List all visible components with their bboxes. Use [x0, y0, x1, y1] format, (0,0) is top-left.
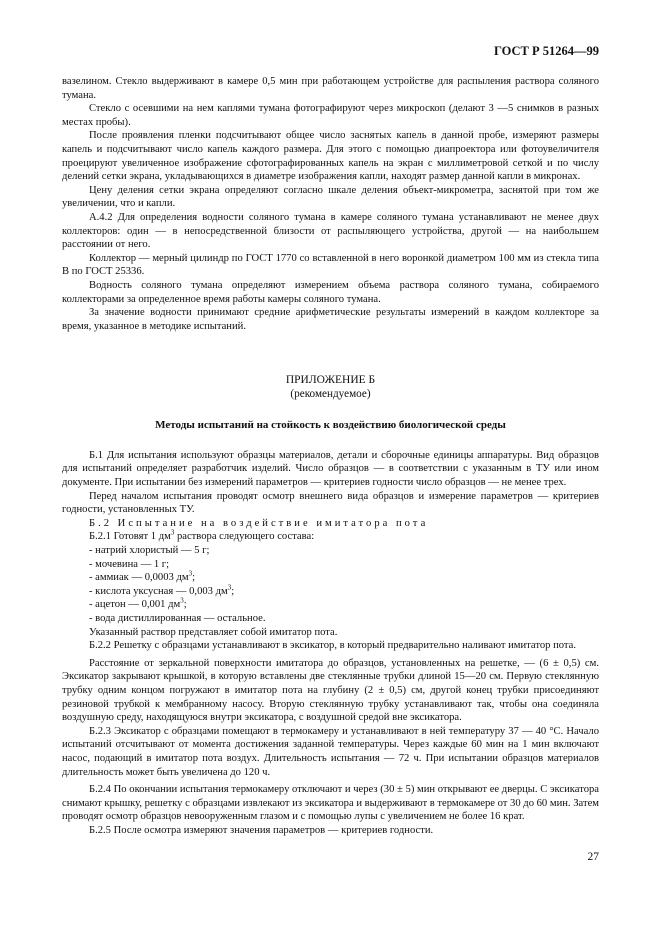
page-number: 27 — [587, 851, 599, 863]
appendix-title: ПРИЛОЖЕНИЕ Б — [285, 374, 376, 387]
paragraph: Б.2.5 После осмотра измеряют значения параметров — критериев годности. — [89, 824, 434, 836]
list-item: - кислота уксусная — 0,003 $дм^3$; — [89, 583, 235, 597]
paragraph: Б.2.4 По окончании испытания термокамеру отключают и через (30 ± 5) мин открывают ее дверцы. С эксикатора снимают крышку, решетку с образцами извлекают из эксикатора и выдерживают в термокамере от 30 до 60 мин. Затем проводят осмотр образцов невооруженным глазом и с помощью лупы с увеличением не более 16 крат. — [62, 784, 599, 823]
document-code: ГОСТ Р 51264—99 — [493, 44, 599, 58]
subsection-heading: Б.2 Испытание на воздействие имитатора пота — [89, 517, 429, 529]
recipe-list — [62, 544, 599, 626]
paragraph: Б.2.3 Эксикатор с образцами помещают в термокамеру и устанавливают в ней температуру 37 — 40 °С. Начало испытаний отсчитывают от момента достижения заданной температуры. Через каждые 60 мин на 1 мин включают насос, подающий в имитатор пота воздух. Длительность испытания — 72 ч. При испытании образцов материалов длительность может быть увеличена до 120 ч. — [62, 725, 599, 778]
paragraph: Стекло с осевшими на нем каплями тумана фотографируют через микроскоп (делают 3 —5 снимков в разных местах пробы). — [62, 103, 599, 128]
section-heading: Методы испытаний на стойкость к воздействию биологической среды — [155, 419, 506, 432]
list-item: - вода дистиллированная — остальное. — [89, 613, 266, 624]
list-item: - аммиак — 0,0003 $дм^3$; — [89, 569, 196, 584]
paragraph: Перед началом испытания проводят осмотр внешнего вида образцов и измерение параметров — критериев годности, установленных ТУ. — [62, 490, 599, 516]
paragraph: За значение водности принимают средние арифметические результаты измерений в каждом коллекторе за время, указанное в методике испытаний. — [62, 307, 599, 332]
list-item: - мочевина — 1 г; — [89, 558, 170, 570]
page-body — [62, 75, 599, 838]
paragraph: Водность соляного тумана определяют измерением объема раствора соляного тумана, собираемого коллекторами за определенное время работы камеры соляного тумана. — [62, 279, 599, 305]
paragraph: А.4.2 Для определения водности соляного тумана в камере соляного тумана устанавливают не менее двух коллекторов: один — в непосредственной близости от распыляющего устройства, другой — на наибольшем расстоянии от него. — [62, 211, 599, 251]
paragraph: Б.2.2 Решетку с образцами устанавливают в эксикатор, в который предварительно наливают имитатор пота. — [89, 640, 577, 652]
paragraph: Коллектор — мерный цилиндр по ГОСТ 1770 со вставленной в него воронкой диаметром 100 мм из стекла типа В по ГОСТ 25336. — [62, 252, 599, 278]
list-item: - ацетон — 0,001 $дм^3$; — [89, 596, 187, 611]
appendix-header — [62, 373, 599, 401]
paragraph: После проявления пленки подсчитывают общее число заснятых капель в данной пробе, измеряют размеры капель и подсчитывают число капель каждого размера. Для этого с помощью диапроектора или фотоувеличителя проецируют увеличенное изображение сфотографированных капель на экран с миллиметровой сеткой и по числу делений сетки экрана, укладывающихся в диаметре изображения капли, находят размер данной капли в микронах. — [62, 130, 599, 183]
list-item: - натрий хлористый — 5 г; — [89, 545, 210, 557]
paragraph: Б.1 Для испытания используют образцы материалов, детали и сборочные единицы аппаратуры. Вид образцов для испытаний определяет разработчик изделий. Число образцов — в соответствии с указанным в ТУ или ином документе. При испытании без измерений параметров — критериев годности число образцов — не менее трех. — [62, 449, 599, 489]
paragraph: вазелином. Стекло выдерживают в камере 0,5 мин при работающем устройстве для распыления раствора соляного тумана. — [62, 76, 599, 101]
paragraph: Указанный раствор представляет собой имитатор пота. — [89, 626, 338, 638]
paragraph: Цену деления сетки экрана определяют согласно шкале деления объект-микрометра, заснятой при том же увеличении, что и капли. — [62, 184, 599, 210]
paragraph: Расстояние от зеркальной поверхности имитатора до образцов, установленных на решетке, — (6 ± 0,5) см. Эксикатор закрывают крышкой, в которую вставлены две стеклянные трубки длиной 15—20 см. Первую стеклянную трубку одним концом погружают в имитатор пота на глубину (2 ± 0,5) см, другой конец трубки присоединяют резиновой трубкой к мембранному насосу. Вторую стеклянную трубку устанавливают так, чтобы она соединяла воздушную среду, находящуюся внутри эксикатора, с воздушной средой вне эксикатора. — [62, 657, 599, 724]
appendix-subtitle: (рекомендуемое) — [290, 388, 371, 401]
paragraph: Б.2.1 Готовят 1 $дм^3$ раствора следующего состава: — [89, 528, 315, 543]
